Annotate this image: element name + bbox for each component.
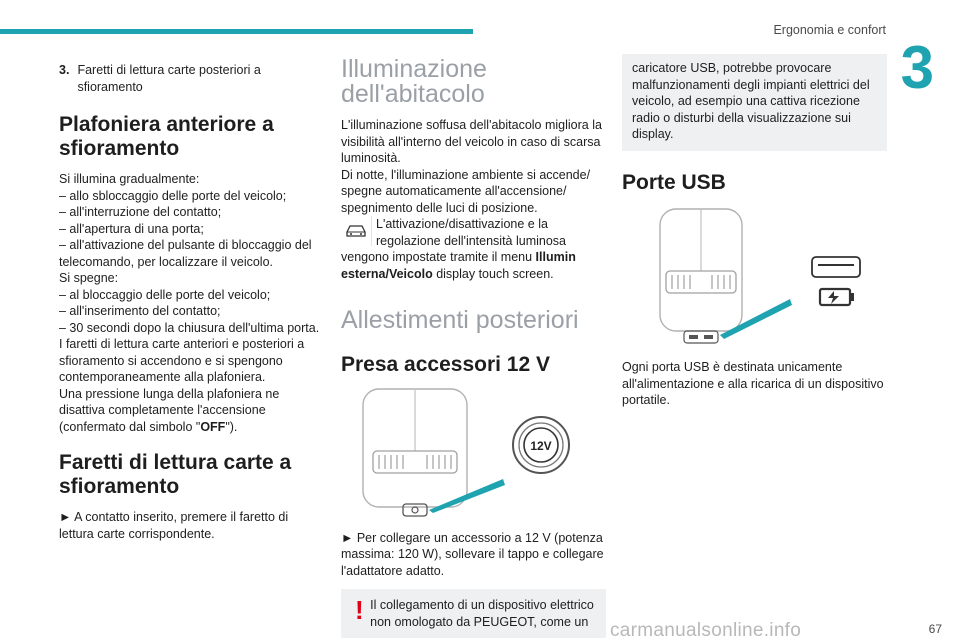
text-paragraph: Di notte, l'illuminazione ambiente si accende/ spegne automaticamente all'accensione/ spegnimento delle luci di posizione. xyxy=(341,167,591,215)
chapter-number: 3 xyxy=(900,34,934,101)
text-span: "). xyxy=(225,419,238,434)
instruction-text: ► Per collegare un accessorio a 12 V (potenza massima: 120 W), sollevare il tappo e collegare l'adattatore adatto. xyxy=(341,530,604,578)
text-paragraph xyxy=(341,249,606,282)
socket-illustration xyxy=(341,387,606,517)
numbered-item xyxy=(59,62,325,95)
warning-text: Il collegamento di un dispositivo elettrico non omologato da PEUGEOT, come un xyxy=(370,598,594,629)
warning-continuation-text: caricatore USB, potrebbe provocare malfunzionamenti degli impianti elettrici del veicolo, ad esempio una cattiva ricezione radio o disturbi della visualizzazione sui display. xyxy=(632,61,870,141)
text-span: Una pressione lunga della plafoniera ne disattiva completamente l'accensione (confermato dal simbolo " xyxy=(59,386,280,434)
warning-icon: ! xyxy=(355,595,364,625)
text-span: vengono impostate tramite il menu xyxy=(341,250,536,264)
item-number: 3. xyxy=(59,63,70,77)
item-text: Faretti di lettura carte posteriori a sfioramento xyxy=(77,63,261,94)
text-line: – al bloccaggio delle porte del veicolo; xyxy=(59,287,271,302)
column-middle xyxy=(341,57,606,638)
watermark: carmanualsonline.info xyxy=(610,620,802,641)
text-line: – all'inserimento del contatto; xyxy=(59,304,221,318)
text-span: display touch screen. xyxy=(432,266,554,281)
section-title-rear: Allestimenti posteriori xyxy=(341,306,579,334)
text-paragraph xyxy=(59,386,325,436)
icon-note-text: L'attivazione/disattivazione e la regolazione dell'intensità luminosa xyxy=(376,217,567,248)
page-number: 67 xyxy=(928,622,942,636)
settings-note xyxy=(341,216,606,249)
car-icon xyxy=(341,216,372,246)
text-line: – 30 secondi dopo la chiusura dell'ultima porta. xyxy=(59,320,320,335)
subsection-title-12v: Presa accessori 12 V xyxy=(341,353,550,376)
socket-label: 12V xyxy=(530,439,552,453)
header-accent-bar xyxy=(0,29,473,34)
warning-box xyxy=(341,589,606,638)
section-title-usb: Porte USB xyxy=(622,170,726,194)
usb-illustration xyxy=(622,207,887,347)
warning-continuation-box xyxy=(622,54,887,151)
column-right xyxy=(622,54,887,409)
off-symbol-text: OFF xyxy=(200,419,226,434)
text-line: Si spegne: xyxy=(59,271,119,285)
text-line: I faretti di lettura carte anteriori e posteriori a sfioramento si accendono e si spengono contemporaneamente alla plafoniera. xyxy=(59,337,305,384)
header-title: Ergonomia e confort xyxy=(773,23,886,37)
text-line: – all'attivazione del pulsante di bloccaggio del telecomando, per localizzare il veicolo. xyxy=(59,238,312,269)
instruction-text: ► A contatto inserito, premere il faretto di lettura carte corrispondente. xyxy=(59,510,289,541)
text-line: – all'apertura di una porta; xyxy=(59,221,204,236)
text-line: – all'interruzione del contatto; xyxy=(59,205,222,219)
menu-path: Illumin esterna/Veicolo xyxy=(341,250,576,281)
text-paragraph: L'illuminazione soffusa dell'abitacolo migliora la visibilità all'interno del veicolo in caso di scarsa luminosità. xyxy=(341,118,602,165)
usb-text: Ogni porta USB è destinata unicamente all'alimentazione e alla ricarica di un dispositivo portatile. xyxy=(622,360,884,407)
column-left xyxy=(59,62,325,542)
section-title-reading-lights: Faretti di lettura carte a sfioramento xyxy=(59,451,292,498)
section-title-front-light: Plafoniera anteriore a sfioramento xyxy=(59,113,274,160)
text-line: Si illumina gradualmente: xyxy=(59,172,200,186)
text-line: – allo sbloccaggio delle porte del veicolo; xyxy=(59,188,287,203)
section-title-ambient: Illuminazione dell'abitacolo xyxy=(341,55,487,108)
